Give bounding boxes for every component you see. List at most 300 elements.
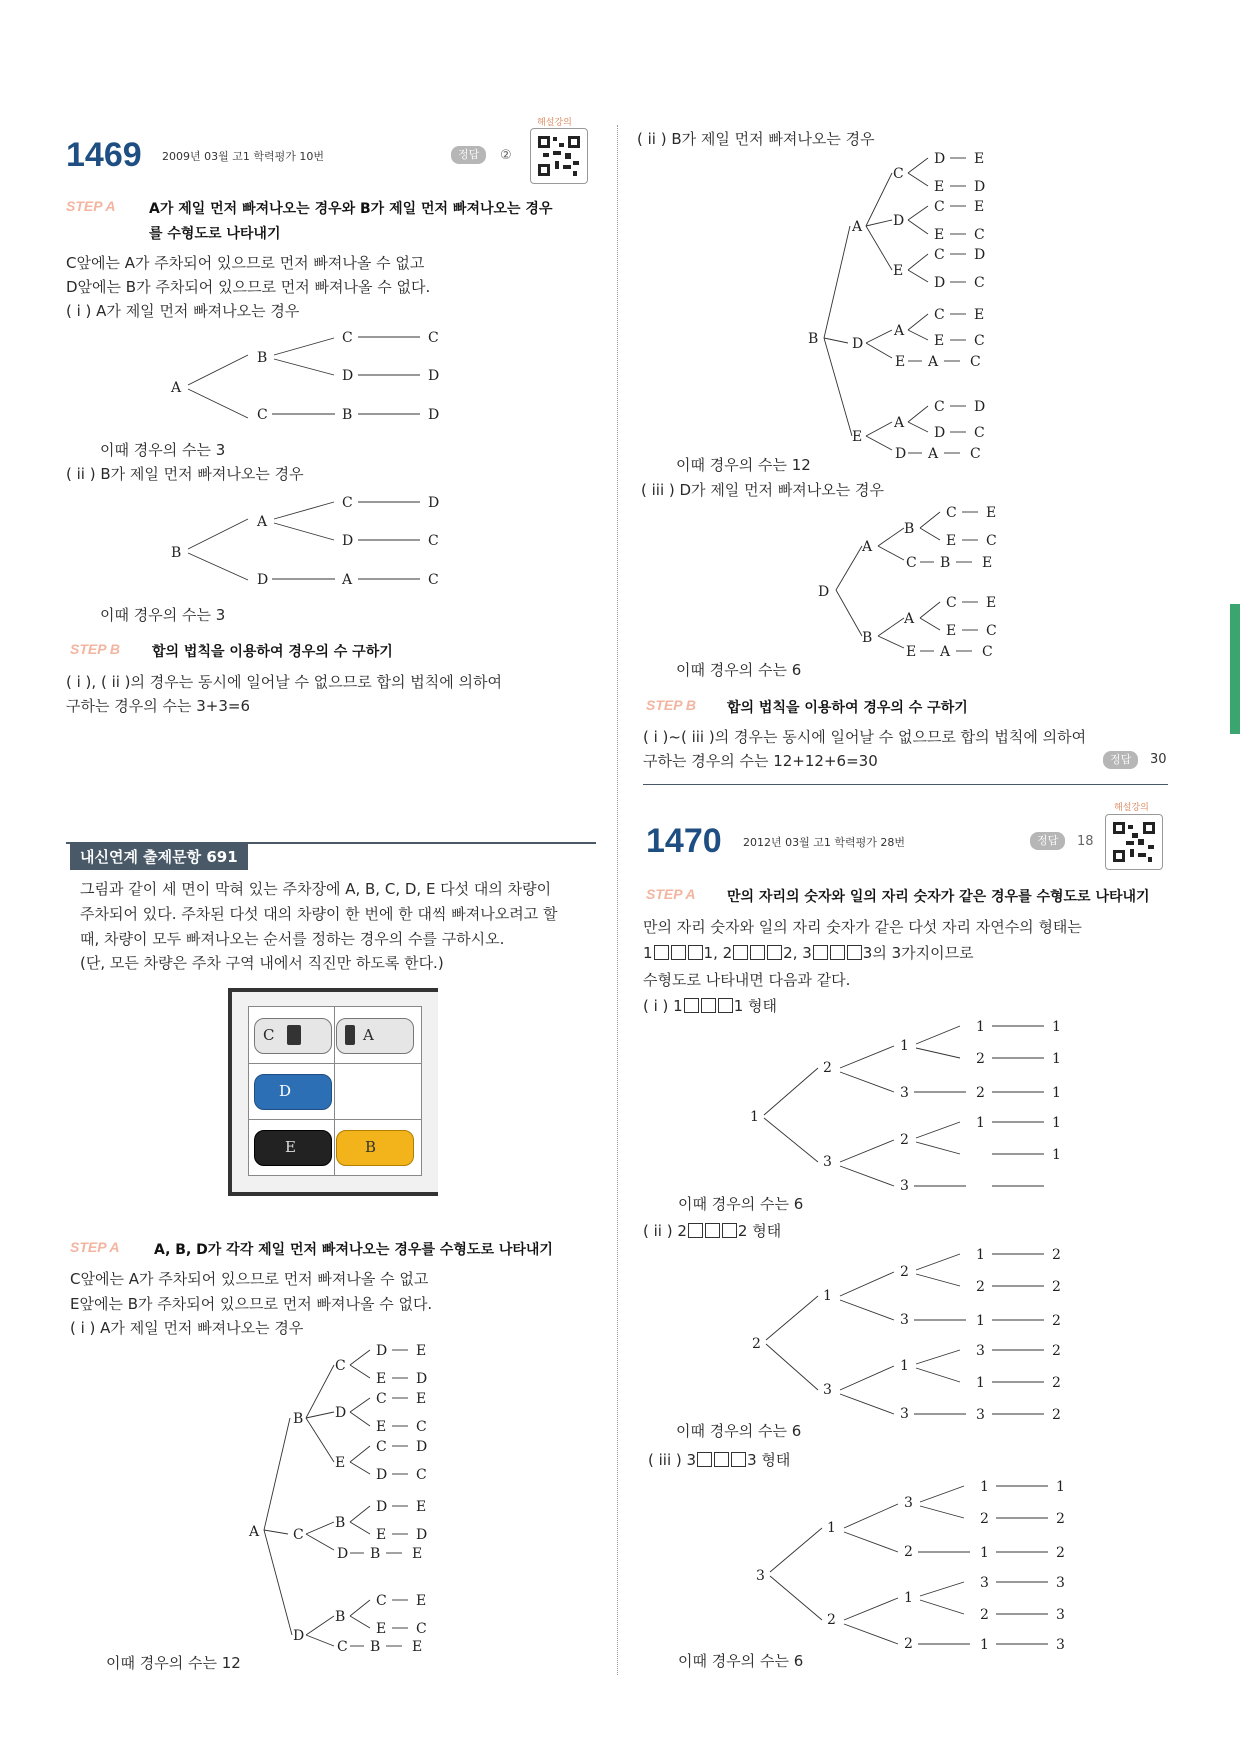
tree-node: A xyxy=(894,415,905,431)
tree-branch xyxy=(878,546,904,560)
question-line: 그림과 같이 세 면이 막혀 있는 주차장에 A, B, C, D, E 다섯 대의 차량이 xyxy=(80,880,552,898)
tree-node: 3 xyxy=(1056,1637,1065,1653)
tree-node: E xyxy=(416,1343,427,1359)
tree-branch xyxy=(920,1506,964,1518)
tree-node: 2 xyxy=(823,1060,832,1076)
count-text: 이때 경우의 수는 6 xyxy=(678,1195,804,1213)
tree-node: 3 xyxy=(823,1382,832,1398)
car-label: D xyxy=(279,1082,292,1100)
tree-node: E xyxy=(376,1621,387,1637)
tree-node: C xyxy=(293,1527,304,1543)
tree-node: 2 xyxy=(904,1636,913,1652)
tree-branch xyxy=(274,523,334,540)
car-b xyxy=(336,1130,414,1166)
tree-branch xyxy=(350,1446,370,1462)
blank-box xyxy=(688,1223,703,1238)
tree-node: E xyxy=(893,263,904,279)
tree-branch xyxy=(908,220,928,234)
tree-branch xyxy=(306,1635,334,1646)
question-line: (단, 모든 차량은 주차 구역 내에서 직진만 하도록 한다.) xyxy=(80,954,444,972)
digit-text: 1, 2 xyxy=(703,944,733,962)
tree-node: C xyxy=(416,1621,427,1637)
tree-branch xyxy=(920,602,940,618)
step-a-title: A, B, D가 각각 제일 먼저 빠져나오는 경우를 수형도로 나타내기 xyxy=(154,1242,553,1258)
tree-node: D xyxy=(376,1467,388,1483)
tree-node: 1 xyxy=(976,1115,985,1131)
case-heading xyxy=(643,1223,781,1239)
car-d xyxy=(254,1074,332,1110)
tree-node: C xyxy=(974,275,985,291)
qr-pattern xyxy=(1106,815,1162,869)
blank-box xyxy=(697,1452,712,1467)
text-line xyxy=(643,945,974,961)
tree-node: B xyxy=(940,555,951,571)
step-b-title: 합의 법칙을 이용하여 경우의 수 구하기 xyxy=(152,644,393,660)
text-line: E앞에는 B가 주차되어 있으므로 먼저 빠져나올 수 없다. xyxy=(70,1295,433,1313)
answer-badge: 정답 xyxy=(1103,751,1138,769)
text-line: 구하는 경우의 수는 3+3=6 xyxy=(66,697,250,715)
tree-branch xyxy=(866,436,892,450)
problem-source: 2012년 03월 고1 학력평가 28번 xyxy=(743,836,905,849)
tree-branch xyxy=(908,406,928,422)
step-a-title: 만의 자리의 숫자와 일의 자리 숫자가 같은 경우를 수형도로 나타내기 xyxy=(727,889,1150,905)
tree-node: 1 xyxy=(827,1520,836,1536)
tree-node: E xyxy=(986,595,997,611)
text-line: ( i ), ( ii )의 경우는 동시에 일어날 수 없으므로 합의 법칙에 의하여 xyxy=(66,673,502,691)
tree-node: 2 xyxy=(1052,1279,1061,1295)
tree-branch xyxy=(764,1068,818,1115)
case-heading xyxy=(643,998,777,1014)
tree-node: C xyxy=(934,247,945,263)
qr-pattern xyxy=(531,129,587,183)
tree-node: D xyxy=(376,1499,388,1515)
tree-node: C xyxy=(970,354,981,370)
tree-node: E xyxy=(852,429,863,445)
tree-node: D xyxy=(852,336,864,352)
tree-node: 1 xyxy=(1052,1115,1061,1131)
tree-branch xyxy=(920,618,940,630)
tree-node: 1 xyxy=(976,1019,985,1035)
tree-node: B xyxy=(862,630,873,646)
tree-branch xyxy=(866,220,892,226)
tree-node: C xyxy=(982,644,993,660)
tree-node: 3 xyxy=(904,1495,913,1511)
tree-node: D xyxy=(428,368,440,384)
text-line: ( i )~( iii )의 경우는 동시에 일어날 수 없으므로 합의 법칙에 의하여 xyxy=(643,728,1087,746)
blank-box xyxy=(684,998,699,1013)
tree-node: 2 xyxy=(980,1607,989,1623)
tree-node: D xyxy=(893,213,905,229)
page-edge-tab xyxy=(1230,604,1240,734)
tree-node: A xyxy=(852,219,863,235)
tree-node: B xyxy=(370,1639,381,1655)
tree-node: C xyxy=(428,572,439,588)
tree-node: D xyxy=(416,1527,428,1543)
tree-node: E xyxy=(376,1371,387,1387)
tree-node: A xyxy=(249,1524,260,1540)
tree-1470-case-ii xyxy=(752,1247,1061,1423)
count-text: 이때 경우의 수는 6 xyxy=(676,1422,802,1440)
tree-node: E xyxy=(982,555,993,571)
count-text: 이때 경우의 수는 6 xyxy=(676,661,802,679)
tree-node: E xyxy=(934,227,945,243)
tree-node: E xyxy=(376,1419,387,1435)
tree-node: 1 xyxy=(980,1479,989,1495)
tree-node: B xyxy=(293,1411,304,1427)
blank-box xyxy=(705,1223,720,1238)
tree-branch xyxy=(188,553,248,580)
step-a-title-cont: 를 수형도로 나타내기 xyxy=(149,226,281,242)
tree-branch xyxy=(188,519,248,549)
tree-node: 2 xyxy=(827,1612,836,1628)
tree-node: 2 xyxy=(1052,1247,1061,1263)
tree-branch xyxy=(866,330,892,343)
digit: 1 xyxy=(643,944,653,962)
tree-node: C xyxy=(376,1593,387,1609)
tree-branch xyxy=(866,226,892,270)
blank-box xyxy=(688,945,703,960)
tree-node: 2 xyxy=(976,1279,985,1295)
count-text: 이때 경우의 수는 12 xyxy=(676,456,811,474)
tree-node: B xyxy=(808,331,819,347)
tree-branch xyxy=(916,1026,960,1044)
tree-node: A xyxy=(940,644,951,660)
qr-code-icon[interactable] xyxy=(530,128,588,184)
tree-branch xyxy=(306,1616,334,1635)
tree-node: 2 xyxy=(1052,1343,1061,1359)
tree-node: D xyxy=(818,584,830,600)
step-b-title: 합의 법칙을 이용하여 경우의 수 구하기 xyxy=(727,700,968,716)
tree-branch xyxy=(844,1624,898,1644)
tree-branch xyxy=(878,618,904,636)
step-a-title: A가 제일 먼저 빠져나오는 경우와 B가 제일 먼저 빠져나오는 경우 xyxy=(149,201,553,217)
tree-branch xyxy=(844,1598,898,1620)
tree-branch xyxy=(920,512,940,528)
tree-node: B xyxy=(335,1515,346,1531)
tree-node: C xyxy=(986,623,997,639)
tree-node: 2 xyxy=(1052,1375,1061,1391)
text-line: 만의 자리 숫자와 일의 자리 숫자가 같은 다섯 자리 자연수의 형태는 xyxy=(643,918,1082,936)
tree-node: D xyxy=(428,495,440,511)
tree-node: 3 xyxy=(1056,1575,1065,1591)
tree-node: 1 xyxy=(1052,1147,1061,1163)
tree-node: 1 xyxy=(1052,1051,1061,1067)
tree-branch xyxy=(916,1048,960,1058)
text-line: D앞에는 B가 주차되어 있으므로 먼저 빠져나올 수 없다. xyxy=(66,278,431,296)
tree-branch xyxy=(840,1166,894,1186)
tree-node: E xyxy=(946,623,957,639)
tree-node: D xyxy=(257,572,269,588)
tree-1469-case-ii xyxy=(171,495,439,588)
tree-branch xyxy=(264,1418,290,1530)
naesin-label: 내신연계 출제문항 691 xyxy=(70,844,248,870)
tree-node: B xyxy=(335,1609,346,1625)
tree-branch xyxy=(306,1522,334,1534)
answer-value: 18 xyxy=(1077,834,1094,849)
answer-badge: 정답 xyxy=(1030,832,1065,850)
blank-box xyxy=(671,945,686,960)
tree-node: 1 xyxy=(823,1288,832,1304)
tree-node: E xyxy=(974,307,985,323)
tree-node: E xyxy=(416,1593,427,1609)
problem-source: 2009년 03월 고1 학력평가 10번 xyxy=(162,150,324,163)
tree-node: 1 xyxy=(1056,1479,1065,1495)
tree-node: A xyxy=(894,323,905,339)
tree-node: A xyxy=(342,572,353,588)
car-c xyxy=(254,1018,332,1054)
tree-node: D xyxy=(342,368,354,384)
step-a-tag: STEP A xyxy=(70,1239,120,1255)
tree-branch xyxy=(264,1530,292,1635)
tree-node: 1 xyxy=(980,1545,989,1561)
tree-node: D xyxy=(428,407,440,423)
tree-node: E xyxy=(974,199,985,215)
tree-branch xyxy=(840,1072,894,1092)
tree-node: C xyxy=(416,1419,427,1435)
count-text: 이때 경우의 수는 3 xyxy=(100,606,226,624)
tree-node: C xyxy=(974,227,985,243)
tree-branch xyxy=(188,355,248,385)
tree-branch xyxy=(274,502,334,519)
tree-branch xyxy=(836,546,862,590)
tree-node: 1 xyxy=(976,1247,985,1263)
digit-text: 2, 3 xyxy=(783,944,812,962)
tree-node: C xyxy=(342,330,353,346)
column-divider xyxy=(617,125,618,1675)
tree-branch xyxy=(836,590,862,636)
tree-node: D xyxy=(335,1405,347,1421)
tree-691-case-ii xyxy=(808,151,985,462)
tree-node: E xyxy=(376,1527,387,1543)
tree-node: C xyxy=(376,1391,387,1407)
tree-node: D xyxy=(416,1439,428,1455)
tree-node: 3 xyxy=(976,1343,985,1359)
tree-node: 3 xyxy=(900,1178,909,1194)
tree-branch xyxy=(844,1504,898,1528)
tree-branch xyxy=(908,158,928,173)
question-line: 때, 차량이 모두 빠져나오는 순서를 정하는 경우의 수를 구하시오. xyxy=(80,930,505,948)
tree-node: E xyxy=(974,151,985,167)
tree-branch xyxy=(920,1486,964,1502)
tree-node: B xyxy=(904,521,915,537)
tree-branch xyxy=(350,1350,370,1365)
tree-node: C xyxy=(934,399,945,415)
grid-line xyxy=(249,1119,421,1120)
tree-node: C xyxy=(893,166,904,182)
tree-branch xyxy=(350,1506,370,1522)
tree-node: A xyxy=(257,514,268,530)
tree-node: 1 xyxy=(750,1109,759,1125)
tree-node: 2 xyxy=(976,1051,985,1067)
tree-node: D xyxy=(974,247,986,263)
tree-node: D xyxy=(974,399,986,415)
tree-branch xyxy=(916,1368,960,1382)
tree-node: 1 xyxy=(980,1637,989,1653)
tree-branch xyxy=(916,1350,960,1364)
case-heading: ( iii ) D가 제일 먼저 빠져나오는 경우 xyxy=(641,481,885,499)
tree-node: 2 xyxy=(1056,1545,1065,1561)
tree-node: 2 xyxy=(980,1511,989,1527)
tree-branch xyxy=(274,338,334,355)
tree-node: D xyxy=(337,1546,349,1562)
tree-node: 1 xyxy=(976,1375,985,1391)
tree-node: A xyxy=(928,446,939,462)
tree-node: C xyxy=(946,505,957,521)
tree-1470-case-i xyxy=(750,1019,1061,1194)
blank-box xyxy=(718,998,733,1013)
car-label: A xyxy=(363,1026,374,1044)
tree-branch xyxy=(866,173,892,226)
blank-box xyxy=(830,945,845,960)
tree-691-case-i xyxy=(248,1343,427,1655)
tree-branch xyxy=(264,1530,288,1534)
tree-branch xyxy=(824,338,852,436)
tree-branch xyxy=(306,1365,334,1418)
tree-branch xyxy=(350,1398,370,1412)
tree-node: 1 xyxy=(900,1358,909,1374)
tree-branch xyxy=(908,422,928,432)
case-prefix: ( ii ) 2 xyxy=(643,1222,687,1240)
case-heading xyxy=(648,1452,790,1468)
tree-branch xyxy=(350,1462,370,1474)
tree-node: E xyxy=(986,505,997,521)
tree-node: D xyxy=(293,1628,305,1644)
tree-node: D xyxy=(416,1371,428,1387)
case-prefix: ( iii ) 3 xyxy=(648,1451,697,1469)
tree-node: E xyxy=(895,354,906,370)
tree-node: A xyxy=(928,354,939,370)
tree-node: A xyxy=(904,611,915,627)
count-text: 이때 경우의 수는 6 xyxy=(678,1652,804,1670)
tree-691-case-iii xyxy=(818,505,997,660)
tree-branch xyxy=(920,1600,964,1614)
answer-value: ② xyxy=(500,148,512,163)
car-a xyxy=(336,1018,414,1054)
blank-box xyxy=(654,945,669,960)
section-rule xyxy=(643,784,1168,785)
tree-node: C xyxy=(934,199,945,215)
tree-node: E xyxy=(412,1639,423,1655)
problem-number-1469: 1469 xyxy=(66,136,142,174)
tree-branch xyxy=(350,1522,370,1534)
tree-node: B xyxy=(257,350,268,366)
qr-label: 해설강의 xyxy=(1114,803,1149,813)
tree-branch xyxy=(844,1532,898,1552)
problem-number-1470: 1470 xyxy=(646,822,722,860)
tree-branch xyxy=(916,1142,960,1154)
tree-node: 2 xyxy=(1052,1407,1061,1423)
text-line: C앞에는 A가 주차되어 있으므로 먼저 빠져나올 수 없고 xyxy=(66,254,425,272)
tree-node: 3 xyxy=(980,1575,989,1591)
tree-branch xyxy=(766,1296,818,1340)
blank-box xyxy=(733,945,748,960)
tree-node: 3 xyxy=(823,1154,832,1170)
parking-lot-figure xyxy=(228,988,438,1196)
tree-branch xyxy=(908,270,928,282)
tree-node: D xyxy=(934,425,946,441)
tree-branch xyxy=(840,1272,894,1296)
tree-branch xyxy=(878,636,904,648)
tree-node: B xyxy=(370,1546,381,1562)
case-suffix: 1 형태 xyxy=(733,997,778,1015)
case-heading: ( ii ) B가 제일 먼저 빠져나오는 경우 xyxy=(637,130,875,148)
car-label: B xyxy=(365,1138,377,1156)
tree-branch xyxy=(770,1528,822,1572)
step-b-tag: STEP B xyxy=(70,641,121,657)
count-text: 이때 경우의 수는 3 xyxy=(100,441,226,459)
tree-node: 3 xyxy=(756,1568,765,1584)
blank-box xyxy=(722,1223,737,1238)
tree-node: 3 xyxy=(976,1407,985,1423)
tree-node: 3 xyxy=(900,1406,909,1422)
tree-branch xyxy=(306,1534,334,1550)
tree-node: 2 xyxy=(1056,1511,1065,1527)
tree-branch xyxy=(840,1300,894,1320)
tree-node: C xyxy=(428,533,439,549)
car-label: C xyxy=(263,1026,275,1044)
tree-node: C xyxy=(335,1358,346,1374)
tree-branch xyxy=(866,422,892,436)
blank-box xyxy=(813,945,828,960)
blank-box xyxy=(750,945,765,960)
tree-branch xyxy=(350,1600,370,1616)
tree-node: C xyxy=(906,555,917,571)
case-suffix: 2 형태 xyxy=(737,1222,782,1240)
tree-branch xyxy=(306,1418,334,1462)
tree-node: E xyxy=(946,533,957,549)
tree-node: E xyxy=(934,179,945,195)
car-e xyxy=(254,1130,332,1166)
tree-node: 1 xyxy=(1052,1085,1061,1101)
tree-branch xyxy=(908,314,928,330)
step-a-tag: STEP A xyxy=(66,198,116,214)
tree-node: D xyxy=(934,275,946,291)
tree-branch xyxy=(908,173,928,186)
tree-node: E xyxy=(335,1455,346,1471)
tree-branch xyxy=(824,226,850,338)
case-suffix: 3 형태 xyxy=(747,1451,791,1469)
tree-node: A xyxy=(862,539,873,555)
tree-node: 1 xyxy=(976,1313,985,1329)
question-line: 주차되어 있다. 주차된 다섯 대의 차량이 한 번에 한 대씩 빠져나오려고 할 xyxy=(80,905,558,923)
car-label: E xyxy=(285,1138,296,1156)
tree-node: E xyxy=(416,1391,427,1407)
tree-branch xyxy=(916,1274,960,1286)
tree-node: D xyxy=(974,179,986,195)
tree-branch xyxy=(866,343,892,358)
tree-node: 1 xyxy=(900,1038,909,1054)
tree-branch xyxy=(350,1412,370,1426)
text-line: C앞에는 A가 주차되어 있으므로 먼저 빠져나올 수 없고 xyxy=(70,1270,429,1288)
tree-node: E xyxy=(934,333,945,349)
tree-node: E xyxy=(412,1546,423,1562)
tree-branch xyxy=(908,206,928,220)
tree-node: C xyxy=(970,446,981,462)
tree-node: E xyxy=(416,1499,427,1515)
tree-branch xyxy=(920,1582,964,1596)
tree-node: C xyxy=(946,595,957,611)
qr-code-icon[interactable] xyxy=(1105,814,1163,870)
tree-node: 2 xyxy=(904,1544,913,1560)
tree-node: D xyxy=(342,533,354,549)
text-line: 구하는 경우의 수는 12+12+6=30 xyxy=(643,752,878,770)
tree-1470-case-iii xyxy=(756,1479,1065,1653)
answer-badge: 정답 xyxy=(451,146,486,164)
tree-node: C xyxy=(342,495,353,511)
tree-branch xyxy=(878,528,904,546)
tree-node: C xyxy=(934,307,945,323)
tree-branch xyxy=(840,1366,894,1390)
